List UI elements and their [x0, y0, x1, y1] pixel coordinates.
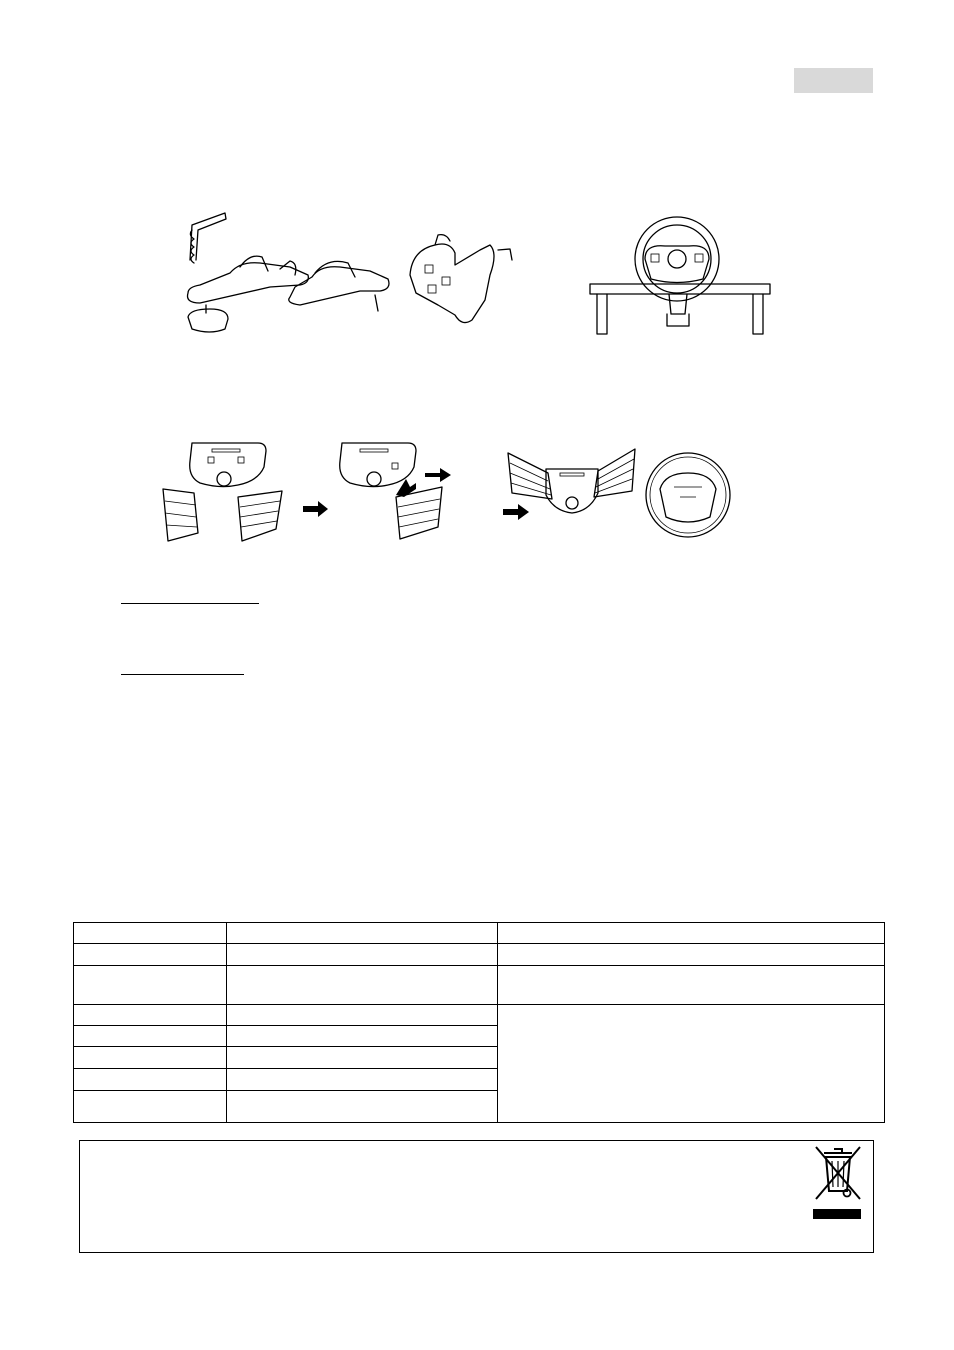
table-cell	[74, 966, 227, 1005]
table-cell	[74, 1091, 227, 1123]
table-row	[74, 923, 885, 944]
table-cell	[498, 966, 885, 1005]
weee-notice-box	[79, 1140, 874, 1253]
table-row	[74, 944, 885, 966]
table-cell	[74, 1047, 227, 1069]
table-cell	[74, 1069, 227, 1091]
table-cell	[227, 1091, 498, 1123]
table-cell	[74, 1026, 227, 1047]
table-cell	[227, 1026, 498, 1047]
crossed-out-wheelie-bin-icon	[810, 1143, 866, 1223]
table-cell	[498, 923, 885, 944]
clamp-assembly-illustration	[180, 205, 530, 340]
table-cell	[227, 966, 498, 1005]
table-cell	[74, 944, 227, 966]
table-cell-merged	[498, 1005, 885, 1123]
table-row	[74, 1005, 885, 1026]
table-cell	[74, 1005, 227, 1026]
table-cell	[227, 1047, 498, 1069]
table-cell	[227, 944, 498, 966]
wheel-mounted-on-table-illustration	[585, 214, 780, 336]
table-cell	[74, 923, 227, 944]
table-cell	[227, 1069, 498, 1091]
plate-assembly-illustration	[160, 437, 750, 547]
spec-table	[73, 922, 885, 1123]
section-heading-2-underline	[121, 674, 244, 675]
section-heading-1-underline	[121, 603, 259, 604]
table-cell	[498, 944, 885, 966]
table-cell	[227, 1005, 498, 1026]
table-row	[74, 966, 885, 1005]
table-cell	[227, 923, 498, 944]
language-badge	[794, 68, 873, 93]
